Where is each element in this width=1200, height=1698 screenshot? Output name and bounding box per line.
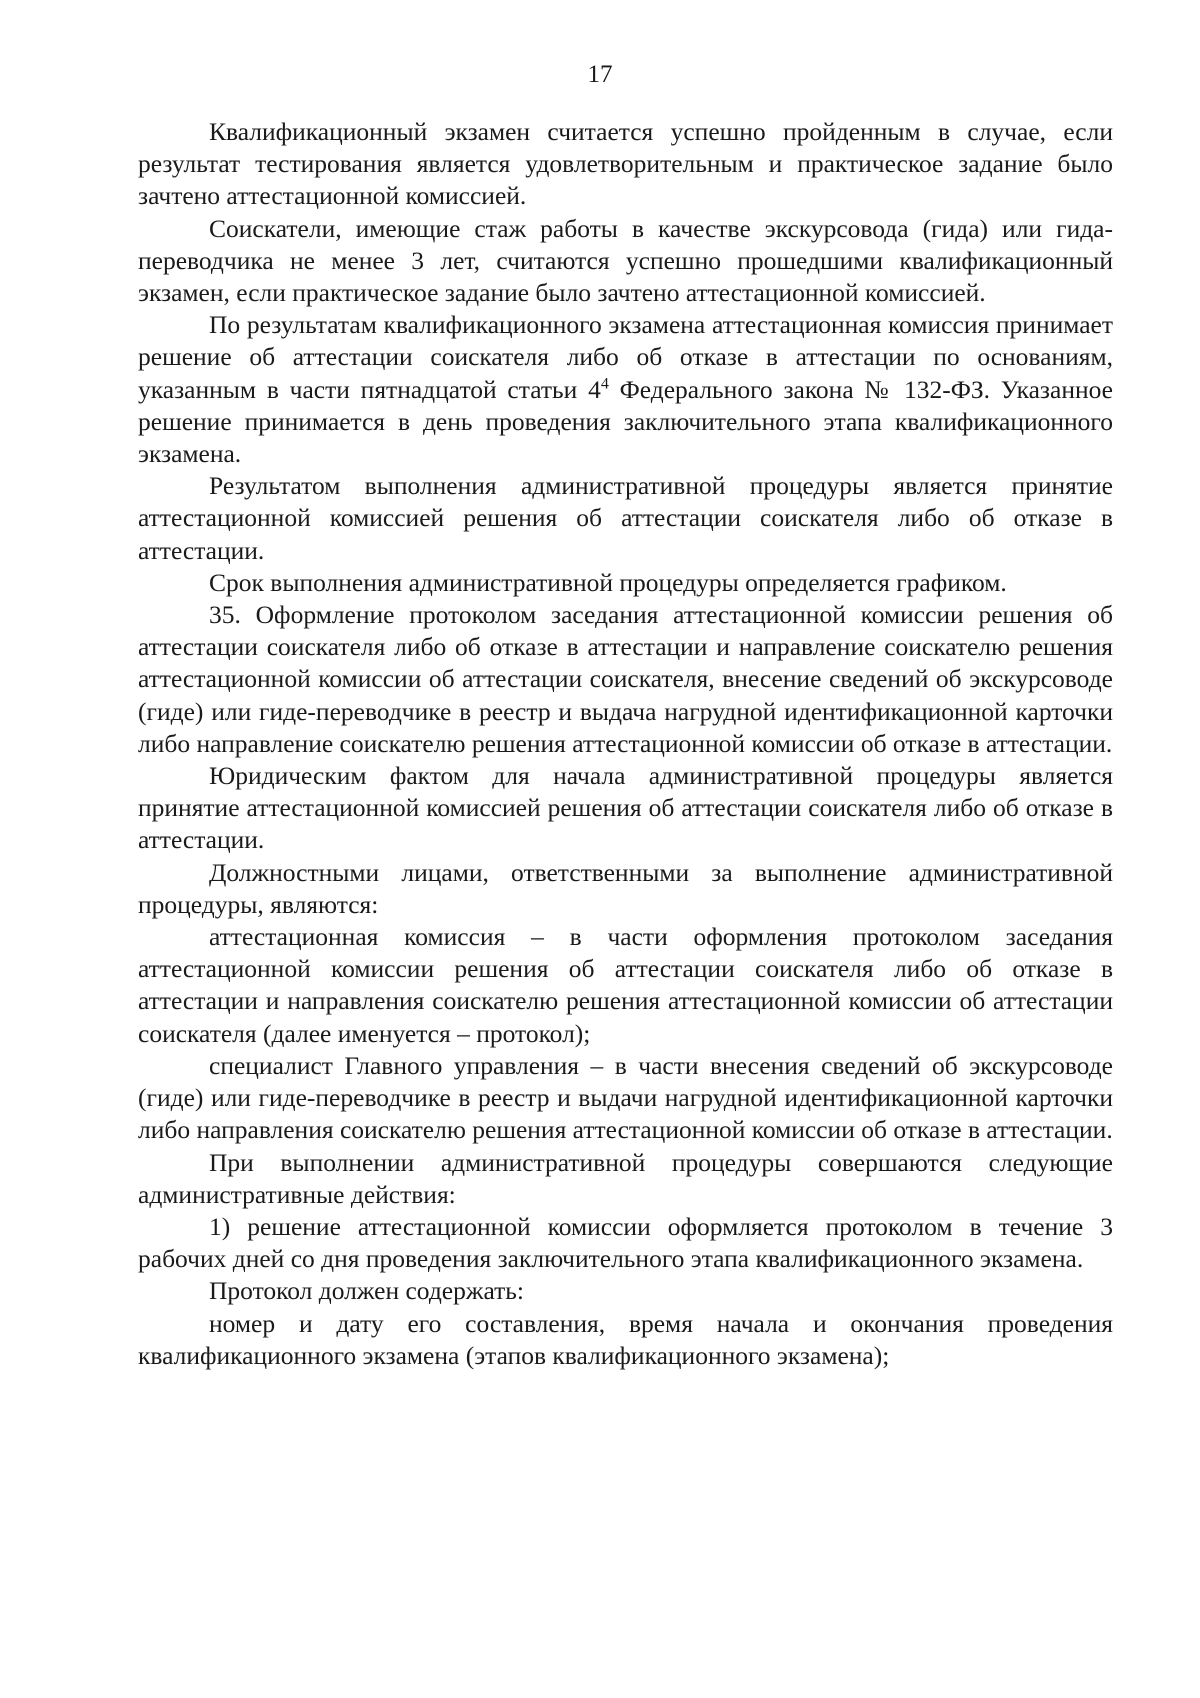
paragraph-commission-role: аттестационная комиссия – в части оформления протоколом заседания аттестационной комиссии решения об аттестации соискателя либо об отказе в аттестации и направления соискателю решения аттестационной комиссии об аттестации соискателя (далее именуется – протокол); — [138, 922, 1113, 1048]
paragraph-protocol-number-date: номер и дату его составления, время начала и окончания проведения квалификационного экзамена (этапов квалификационного экзамена); — [138, 1308, 1113, 1370]
paragraph-commission-decision-part-1: По результатам квалификационного экзамена аттестационная комиссия принимает решение об аттестации соискателя либо об отказе в аттестации по основаниям, указанным в части пятнадцатой статьи 4 — [138, 310, 1113, 404]
article-superscript: 4 — [600, 375, 609, 393]
paragraph-exam-passed: Квалификационный экзамен считается успешно пройденным в случае, если результат тестирования является удовлетворительным и практическое задание было зачтено аттестационной комиссией. — [138, 117, 1113, 211]
paragraph-specialist-role: специалист Главного управления – в части внесения сведений об экскурсоводе (гиде) или гиде-переводчике в реестр и выдачи нагрудной идентификационной карточки либо направления соискателю решения аттестационной комиссии об отказе в аттестации. — [138, 1050, 1113, 1145]
paragraph-action-1: 1) решение аттестационной комиссии оформляется протоколом в течение 3 рабочих дней со дня проведения заключительного этапа квалификационного экзамена. — [138, 1211, 1113, 1274]
document-body — [138, 116, 1113, 1372]
page-number: 17 — [587, 61, 613, 88]
paragraph-procedure-term: Срок выполнения административной процедуры определяется графиком. — [209, 567, 1007, 597]
paragraph-commission-decision — [138, 309, 1113, 470]
paragraph-item-35: 35. Оформление протоколом заседания аттестационной комиссии решения об аттестации соискателя либо об отказе в аттестации и направление соискателю решения аттестационной комиссии об аттестации соискателя, внесение сведений об экскурсоводе (гиде) или гиде-переводчике в реестр и выдача нагрудной идентификационной карточки либо направление соискателю решения аттестационной комиссии об отказе в аттестации. — [138, 600, 1113, 758]
paragraph-responsible-officials: Должностными лицами, ответственными за выполнение административной процедуры, являются: — [138, 857, 1113, 919]
paragraph-commission-decision-part-2: Федерального закона № 132-ФЗ. Указанное решение принимается в день проведения заключительного этапа квалификационного экзамена. — [138, 374, 1113, 469]
paragraph-actions-intro: При выполнении административной процедуры совершаются следующие административные действия: — [138, 1147, 1113, 1209]
paragraph-legal-fact: Юридическим фактом для начала административной процедуры является принятие аттестационной комиссией решения об аттестации соискателя либо об отказе в аттестации. — [138, 761, 1113, 855]
paragraph-protocol-contents: Протокол должен содержать: — [209, 1276, 524, 1306]
paragraph-experienced-applicants: Соискатели, имеющие стаж работы в качестве экскурсовода (гида) или гида-переводчика не менее 3 лет, считаются успешно прошедшими квалификационный экзамен, если практическое задание было зачтено аттестационной комиссией. — [138, 213, 1113, 308]
paragraph-procedure-result: Результатом выполнения административной процедуры является принятие аттестационной комиссией решения об аттестации соискателя либо об отказе в аттестации. — [138, 471, 1113, 565]
